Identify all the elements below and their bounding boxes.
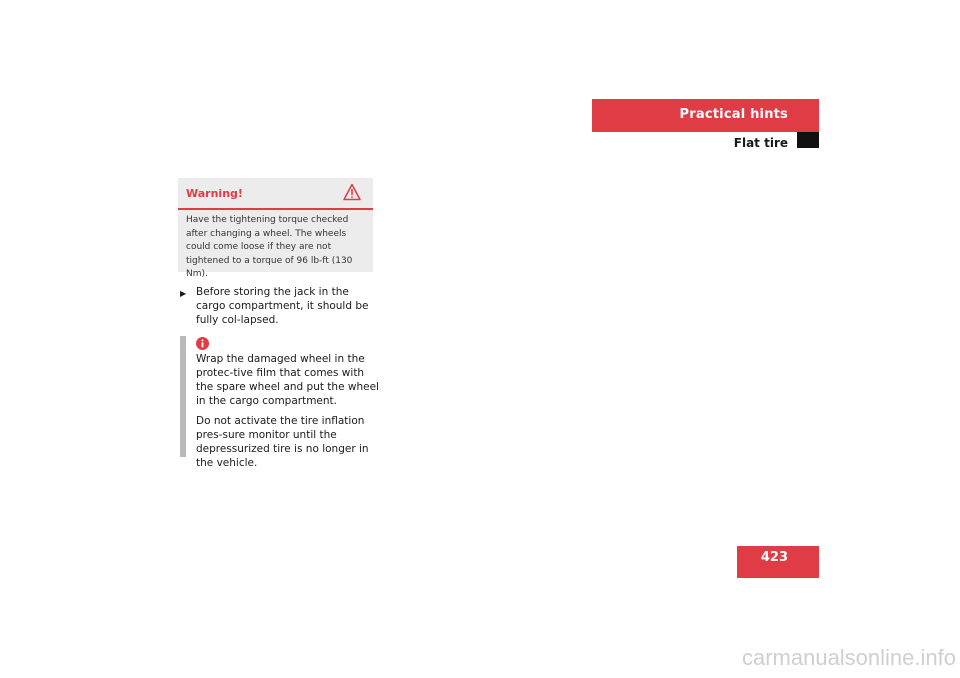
section-header-band	[592, 99, 819, 132]
instruction-text: Before storing the jack in the cargo compartment, it should be fully col-lapsed.	[196, 286, 369, 326]
warning-header	[178, 178, 373, 210]
info-box	[180, 336, 386, 469]
page-number: 423	[760, 550, 788, 565]
instruction-step	[180, 285, 380, 327]
page-number-badge	[737, 546, 819, 578]
section-tab-marker	[797, 132, 819, 148]
watermark: carmanualsonline.info	[741, 645, 956, 670]
info-icon	[196, 337, 209, 350]
info-text	[196, 352, 382, 476]
info-paragraph: Do not activate the tire inflation pres-sure monitor until the depressurized tire is no longer in the vehicle.	[196, 415, 369, 469]
warning-box	[178, 178, 373, 279]
warning-triangle-icon	[343, 183, 361, 201]
warning-label: Warning!	[186, 187, 243, 200]
subsection-title: Flat tire	[733, 136, 788, 150]
bullet-arrow-icon: ▶	[180, 289, 187, 298]
warning-text: Have the tightening torque checked after changing a wheel. The wheels could come loose if they are not tightened to a torque of 96 lb-ft (130 Nm).	[186, 215, 353, 279]
info-paragraph: Wrap the damaged wheel in the protec-tive film that comes with the spare wheel and put the wheel in the cargo compartment.	[196, 353, 379, 407]
section-title: Practical hints	[679, 107, 788, 122]
